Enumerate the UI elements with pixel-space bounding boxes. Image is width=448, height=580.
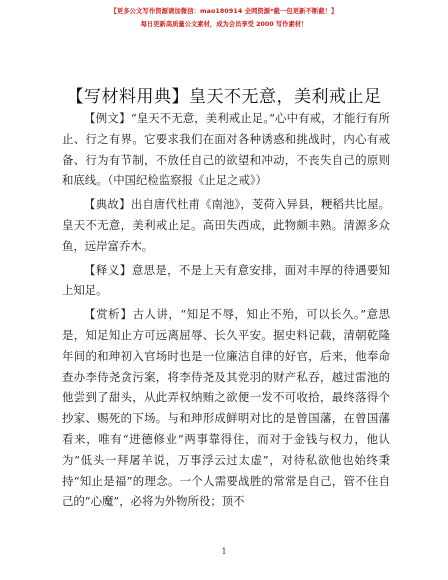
- paragraph-text: 出自唐代杜甫《南池》，芰荷入异县，粳稻共比屋。皇天不无意，美利戒止足。高田失西成，此物颇丰熟。清源多众鱼，远岸富乔木。: [62, 197, 390, 253]
- paragraph-interpretation: [62, 260, 390, 302]
- paragraph-label: 【典故】: [84, 197, 131, 212]
- document-body: [62, 108, 390, 515]
- promo-banner-line-1: 【更多公文写作资源请加微信：mao180914 全网资源*截一包更新不断截！】: [110, 8, 338, 15]
- paragraph-appreciation: [62, 304, 390, 512]
- document-title: 【写材料用典】皇天不无意，美利戒止足: [66, 87, 382, 107]
- paragraph-label: 【释义】: [84, 262, 132, 277]
- paragraph-example: [62, 108, 390, 191]
- promo-banner-line-2: 每日更新高质量公文素材，成为会员享受 2000 写作素材！: [140, 21, 308, 28]
- paragraph-label: 【例文】: [84, 111, 131, 125]
- paragraph-text: “皇天不无意，美利戒止足。”心中有戒，才能行有所止、行之有界。它要求我们在面对各种诱惑和挑战时，内心有戒备、行为有节制，不放任自己的欲望和冲动，不丧失自己的原则和底线。（中国纪检监察报《止足之戒》）: [62, 111, 390, 188]
- paragraph-allusion: [62, 194, 390, 256]
- page-number: 1: [221, 547, 227, 556]
- paragraph-text: 古人讲，“知足不辱，知止不殆，可以长久。”意思是，知足知止方可远离屈辱、长久平安。据史料记载，清朝乾隆年间的和珅初入官场时也是一位廉洁自律的好官，后来，他奉命查办李侍尧贪污案，将李侍尧及其党羽的财产私吞，越过雷池的他尝到了甜头，从此弄权纳贿之欲便一发不可收拾，最终落得个抄家、赐死的下场。与和珅形成鲜明对比的是曾国藩，在曾国藩看来，唯有“进德修业”两事靠得住，而对于金钱与权力，他认为“低头一拜屠羊说，万事浮云过太虚”，对待私欲他也始终秉持“知止是福”的理念。一个人需要战胜的常常是自己，管不住自己的“心魔”，必将为外物所役；顶不: [62, 307, 390, 509]
- paragraph-label: 【赏析】: [84, 307, 133, 322]
- paragraph-text: 意思是，不是上天有意安排，面对丰厚的待遇要知上知足。: [62, 262, 390, 298]
